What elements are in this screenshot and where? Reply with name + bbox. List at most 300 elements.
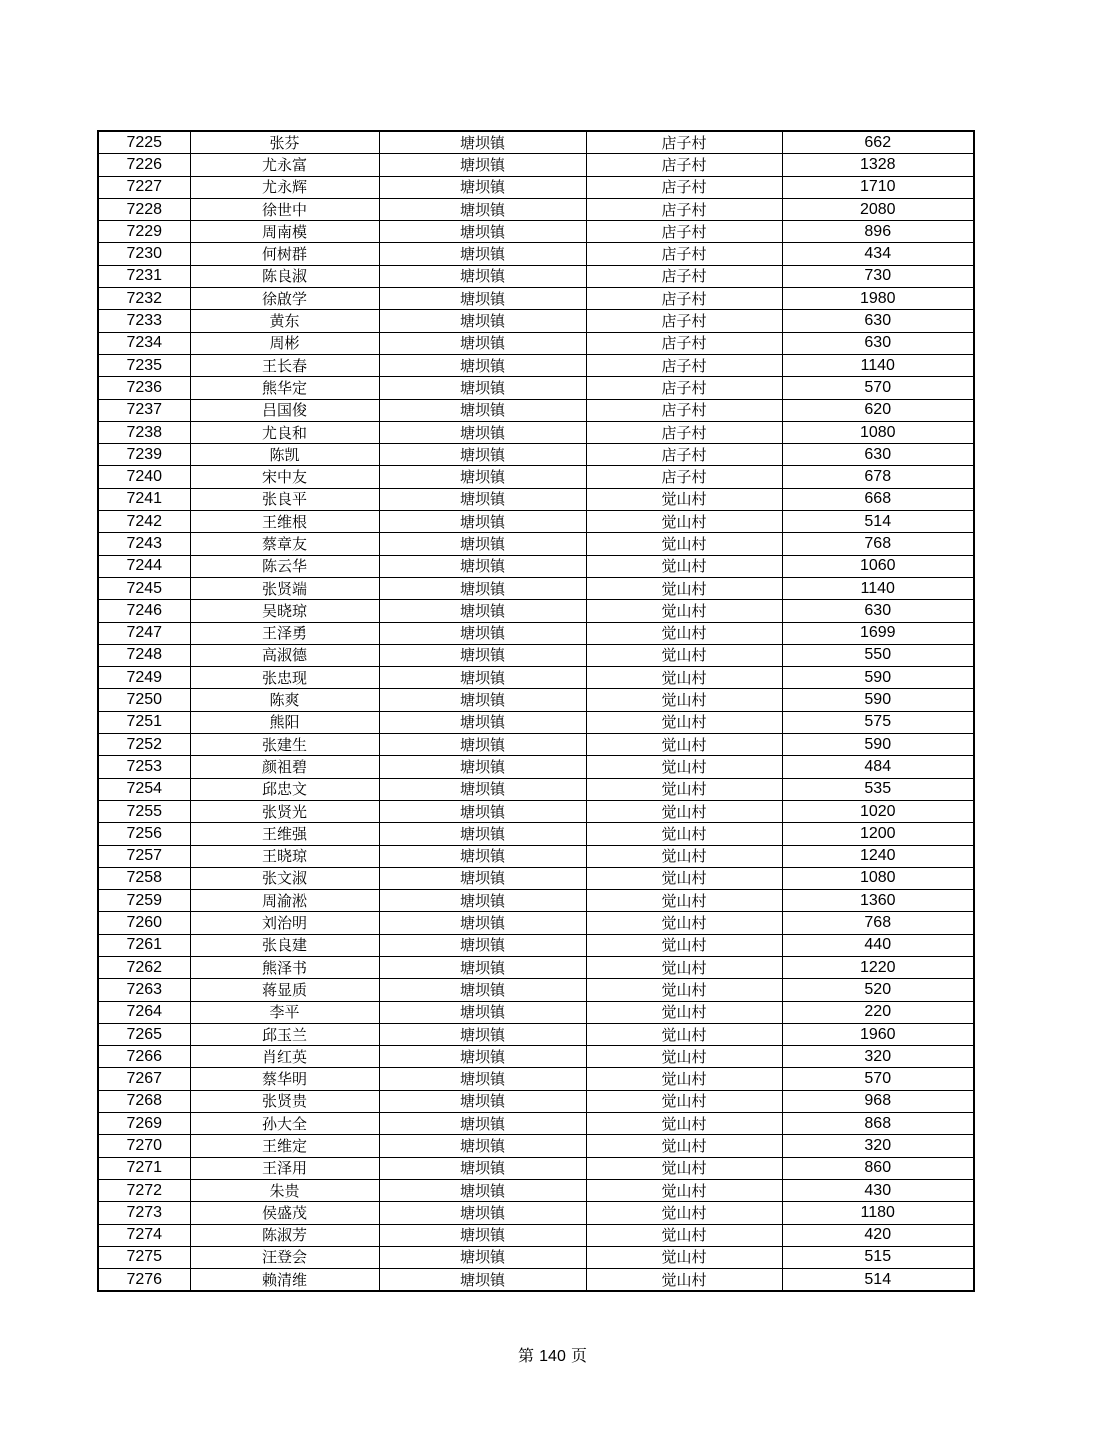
name-cell: 周渝淞 bbox=[190, 890, 379, 912]
amount-cell: 514 bbox=[782, 511, 974, 533]
row-number-cell: 7268 bbox=[98, 1090, 190, 1112]
town-cell: 塘坝镇 bbox=[379, 711, 586, 733]
town-cell: 塘坝镇 bbox=[379, 756, 586, 778]
name-cell: 王维根 bbox=[190, 511, 379, 533]
name-cell: 张良平 bbox=[190, 488, 379, 510]
name-cell: 张文淑 bbox=[190, 867, 379, 889]
name-cell: 朱贵 bbox=[190, 1179, 379, 1201]
name-cell: 赖清维 bbox=[190, 1269, 379, 1292]
row-number-cell: 7274 bbox=[98, 1224, 190, 1246]
amount-cell: 1140 bbox=[782, 577, 974, 599]
village-cell: 觉山村 bbox=[586, 800, 782, 822]
name-cell: 陈凯 bbox=[190, 444, 379, 466]
amount-cell: 520 bbox=[782, 979, 974, 1001]
row-number-cell: 7272 bbox=[98, 1179, 190, 1201]
amount-cell: 868 bbox=[782, 1113, 974, 1135]
amount-cell: 1220 bbox=[782, 956, 974, 978]
village-cell: 觉山村 bbox=[586, 1068, 782, 1090]
village-cell: 觉山村 bbox=[586, 555, 782, 577]
village-cell: 觉山村 bbox=[586, 912, 782, 934]
village-cell: 店子村 bbox=[586, 198, 782, 220]
village-cell: 觉山村 bbox=[586, 1224, 782, 1246]
town-cell: 塘坝镇 bbox=[379, 131, 586, 154]
amount-cell: 320 bbox=[782, 1135, 974, 1157]
table-row bbox=[98, 332, 974, 354]
village-cell: 觉山村 bbox=[586, 845, 782, 867]
table-row bbox=[98, 176, 974, 198]
amount-cell: 320 bbox=[782, 1046, 974, 1068]
table-row bbox=[98, 711, 974, 733]
table-row bbox=[98, 265, 974, 287]
row-number-cell: 7269 bbox=[98, 1113, 190, 1135]
table-row bbox=[98, 421, 974, 443]
town-cell: 塘坝镇 bbox=[379, 1090, 586, 1112]
row-number-cell: 7251 bbox=[98, 711, 190, 733]
village-cell: 店子村 bbox=[586, 243, 782, 265]
amount-cell: 535 bbox=[782, 778, 974, 800]
table-row bbox=[98, 198, 974, 220]
name-cell: 徐世中 bbox=[190, 198, 379, 220]
row-number-cell: 7244 bbox=[98, 555, 190, 577]
name-cell: 吕国俊 bbox=[190, 399, 379, 421]
name-cell: 周彬 bbox=[190, 332, 379, 354]
row-number-cell: 7235 bbox=[98, 354, 190, 376]
town-cell: 塘坝镇 bbox=[379, 934, 586, 956]
row-number-cell: 7257 bbox=[98, 845, 190, 867]
row-number-cell: 7237 bbox=[98, 399, 190, 421]
town-cell: 塘坝镇 bbox=[379, 956, 586, 978]
row-number-cell: 7234 bbox=[98, 332, 190, 354]
table-row bbox=[98, 756, 974, 778]
amount-cell: 430 bbox=[782, 1179, 974, 1201]
amount-cell: 630 bbox=[782, 444, 974, 466]
table-row bbox=[98, 1068, 974, 1090]
amount-cell: 860 bbox=[782, 1157, 974, 1179]
village-cell: 店子村 bbox=[586, 310, 782, 332]
name-cell: 尤良和 bbox=[190, 421, 379, 443]
village-cell: 店子村 bbox=[586, 444, 782, 466]
amount-cell: 668 bbox=[782, 488, 974, 510]
name-cell: 张建生 bbox=[190, 734, 379, 756]
amount-cell: 550 bbox=[782, 644, 974, 666]
village-cell: 觉山村 bbox=[586, 756, 782, 778]
amount-cell: 1360 bbox=[782, 890, 974, 912]
amount-cell: 1710 bbox=[782, 176, 974, 198]
town-cell: 塘坝镇 bbox=[379, 533, 586, 555]
amount-cell: 1699 bbox=[782, 622, 974, 644]
town-cell: 塘坝镇 bbox=[379, 734, 586, 756]
row-number-cell: 7267 bbox=[98, 1068, 190, 1090]
village-cell: 觉山村 bbox=[586, 778, 782, 800]
village-cell: 店子村 bbox=[586, 131, 782, 154]
row-number-cell: 7263 bbox=[98, 979, 190, 1001]
town-cell: 塘坝镇 bbox=[379, 778, 586, 800]
village-cell: 觉山村 bbox=[586, 1179, 782, 1201]
village-cell: 觉山村 bbox=[586, 1113, 782, 1135]
table-row bbox=[98, 667, 974, 689]
town-cell: 塘坝镇 bbox=[379, 488, 586, 510]
table-row bbox=[98, 845, 974, 867]
village-cell: 觉山村 bbox=[586, 1135, 782, 1157]
name-cell: 陈云华 bbox=[190, 555, 379, 577]
name-cell: 王晓琼 bbox=[190, 845, 379, 867]
row-number-cell: 7249 bbox=[98, 667, 190, 689]
table-row bbox=[98, 979, 974, 1001]
table-row bbox=[98, 466, 974, 488]
town-cell: 塘坝镇 bbox=[379, 622, 586, 644]
name-cell: 尤永辉 bbox=[190, 176, 379, 198]
town-cell: 塘坝镇 bbox=[379, 800, 586, 822]
table-row bbox=[98, 377, 974, 399]
name-cell: 蔡华明 bbox=[190, 1068, 379, 1090]
amount-cell: 575 bbox=[782, 711, 974, 733]
row-number-cell: 7232 bbox=[98, 288, 190, 310]
name-cell: 颜祖碧 bbox=[190, 756, 379, 778]
town-cell: 塘坝镇 bbox=[379, 332, 586, 354]
town-cell: 塘坝镇 bbox=[379, 511, 586, 533]
name-cell: 刘治明 bbox=[190, 912, 379, 934]
name-cell: 尤永富 bbox=[190, 154, 379, 176]
row-number-cell: 7255 bbox=[98, 800, 190, 822]
town-cell: 塘坝镇 bbox=[379, 1001, 586, 1023]
table-row bbox=[98, 1135, 974, 1157]
table-row bbox=[98, 890, 974, 912]
name-cell: 张贤贵 bbox=[190, 1090, 379, 1112]
name-cell: 王维强 bbox=[190, 823, 379, 845]
village-cell: 店子村 bbox=[586, 265, 782, 287]
table-row bbox=[98, 734, 974, 756]
row-number-cell: 7259 bbox=[98, 890, 190, 912]
village-cell: 觉山村 bbox=[586, 667, 782, 689]
village-cell: 觉山村 bbox=[586, 644, 782, 666]
table-row bbox=[98, 689, 974, 711]
town-cell: 塘坝镇 bbox=[379, 243, 586, 265]
town-cell: 塘坝镇 bbox=[379, 577, 586, 599]
village-cell: 觉山村 bbox=[586, 533, 782, 555]
name-cell: 徐啟学 bbox=[190, 288, 379, 310]
page-footer-suffix: 页 bbox=[570, 1346, 587, 1365]
table-row bbox=[98, 399, 974, 421]
table-row bbox=[98, 800, 974, 822]
row-number-cell: 7266 bbox=[98, 1046, 190, 1068]
village-cell: 觉山村 bbox=[586, 1046, 782, 1068]
village-cell: 觉山村 bbox=[586, 689, 782, 711]
village-cell: 店子村 bbox=[586, 377, 782, 399]
town-cell: 塘坝镇 bbox=[379, 644, 586, 666]
village-cell: 觉山村 bbox=[586, 711, 782, 733]
row-number-cell: 7252 bbox=[98, 734, 190, 756]
amount-cell: 434 bbox=[782, 243, 974, 265]
town-cell: 塘坝镇 bbox=[379, 1157, 586, 1179]
row-number-cell: 7247 bbox=[98, 622, 190, 644]
amount-cell: 1140 bbox=[782, 354, 974, 376]
village-cell: 店子村 bbox=[586, 332, 782, 354]
row-number-cell: 7265 bbox=[98, 1023, 190, 1045]
row-number-cell: 7260 bbox=[98, 912, 190, 934]
amount-cell: 1240 bbox=[782, 845, 974, 867]
row-number-cell: 7226 bbox=[98, 154, 190, 176]
row-number-cell: 7228 bbox=[98, 198, 190, 220]
town-cell: 塘坝镇 bbox=[379, 890, 586, 912]
amount-cell: 570 bbox=[782, 1068, 974, 1090]
name-cell: 何树群 bbox=[190, 243, 379, 265]
table-row bbox=[98, 1090, 974, 1112]
town-cell: 塘坝镇 bbox=[379, 1023, 586, 1045]
row-number-cell: 7254 bbox=[98, 778, 190, 800]
name-cell: 王泽用 bbox=[190, 1157, 379, 1179]
name-cell: 张忠现 bbox=[190, 667, 379, 689]
amount-cell: 1980 bbox=[782, 288, 974, 310]
table-row bbox=[98, 488, 974, 510]
row-number-cell: 7238 bbox=[98, 421, 190, 443]
town-cell: 塘坝镇 bbox=[379, 354, 586, 376]
amount-cell: 1180 bbox=[782, 1202, 974, 1224]
table-row bbox=[98, 511, 974, 533]
amount-cell: 515 bbox=[782, 1246, 974, 1268]
town-cell: 塘坝镇 bbox=[379, 845, 586, 867]
table-row bbox=[98, 310, 974, 332]
town-cell: 塘坝镇 bbox=[379, 1202, 586, 1224]
table-row bbox=[98, 600, 974, 622]
amount-cell: 630 bbox=[782, 310, 974, 332]
row-number-cell: 7233 bbox=[98, 310, 190, 332]
name-cell: 陈爽 bbox=[190, 689, 379, 711]
town-cell: 塘坝镇 bbox=[379, 154, 586, 176]
row-number-cell: 7239 bbox=[98, 444, 190, 466]
village-cell: 店子村 bbox=[586, 421, 782, 443]
row-number-cell: 7229 bbox=[98, 221, 190, 243]
town-cell: 塘坝镇 bbox=[379, 1179, 586, 1201]
village-cell: 店子村 bbox=[586, 399, 782, 421]
row-number-cell: 7250 bbox=[98, 689, 190, 711]
table-row bbox=[98, 1224, 974, 1246]
town-cell: 塘坝镇 bbox=[379, 979, 586, 1001]
name-cell: 陈良淑 bbox=[190, 265, 379, 287]
amount-cell: 630 bbox=[782, 332, 974, 354]
town-cell: 塘坝镇 bbox=[379, 176, 586, 198]
table-row bbox=[98, 1246, 974, 1268]
row-number-cell: 7242 bbox=[98, 511, 190, 533]
amount-cell: 1960 bbox=[782, 1023, 974, 1045]
amount-cell: 968 bbox=[782, 1090, 974, 1112]
village-cell: 觉山村 bbox=[586, 1246, 782, 1268]
village-cell: 觉山村 bbox=[586, 867, 782, 889]
town-cell: 塘坝镇 bbox=[379, 1269, 586, 1292]
name-cell: 黄东 bbox=[190, 310, 379, 332]
amount-cell: 1060 bbox=[782, 555, 974, 577]
row-number-cell: 7273 bbox=[98, 1202, 190, 1224]
page-footer-prefix: 第 bbox=[518, 1346, 535, 1365]
village-cell: 店子村 bbox=[586, 154, 782, 176]
village-cell: 店子村 bbox=[586, 288, 782, 310]
row-number-cell: 7231 bbox=[98, 265, 190, 287]
town-cell: 塘坝镇 bbox=[379, 1113, 586, 1135]
village-cell: 店子村 bbox=[586, 176, 782, 198]
amount-cell: 420 bbox=[782, 1224, 974, 1246]
name-cell: 熊华定 bbox=[190, 377, 379, 399]
village-cell: 觉山村 bbox=[586, 1090, 782, 1112]
town-cell: 塘坝镇 bbox=[379, 288, 586, 310]
town-cell: 塘坝镇 bbox=[379, 377, 586, 399]
town-cell: 塘坝镇 bbox=[379, 221, 586, 243]
row-number-cell: 7241 bbox=[98, 488, 190, 510]
amount-cell: 1328 bbox=[782, 154, 974, 176]
amount-cell: 440 bbox=[782, 934, 974, 956]
table-row bbox=[98, 1202, 974, 1224]
amount-cell: 768 bbox=[782, 533, 974, 555]
roster-table bbox=[97, 130, 975, 1292]
town-cell: 塘坝镇 bbox=[379, 555, 586, 577]
town-cell: 塘坝镇 bbox=[379, 823, 586, 845]
table-row bbox=[98, 243, 974, 265]
amount-cell: 514 bbox=[782, 1269, 974, 1292]
name-cell: 汪登会 bbox=[190, 1246, 379, 1268]
table-row bbox=[98, 1269, 974, 1292]
amount-cell: 630 bbox=[782, 600, 974, 622]
row-number-cell: 7264 bbox=[98, 1001, 190, 1023]
amount-cell: 590 bbox=[782, 689, 974, 711]
town-cell: 塘坝镇 bbox=[379, 198, 586, 220]
row-number-cell: 7227 bbox=[98, 176, 190, 198]
table-row bbox=[98, 778, 974, 800]
table-row bbox=[98, 1046, 974, 1068]
row-number-cell: 7236 bbox=[98, 377, 190, 399]
name-cell: 张贤端 bbox=[190, 577, 379, 599]
amount-cell: 678 bbox=[782, 466, 974, 488]
village-cell: 觉山村 bbox=[586, 890, 782, 912]
row-number-cell: 7275 bbox=[98, 1246, 190, 1268]
village-cell: 店子村 bbox=[586, 466, 782, 488]
roster-table-body bbox=[98, 131, 974, 1291]
row-number-cell: 7256 bbox=[98, 823, 190, 845]
name-cell: 王长春 bbox=[190, 354, 379, 376]
village-cell: 觉山村 bbox=[586, 488, 782, 510]
name-cell: 邱忠文 bbox=[190, 778, 379, 800]
table-row bbox=[98, 912, 974, 934]
name-cell: 宋中友 bbox=[190, 466, 379, 488]
name-cell: 吴晓琼 bbox=[190, 600, 379, 622]
row-number-cell: 7262 bbox=[98, 956, 190, 978]
table-row bbox=[98, 867, 974, 889]
village-cell: 觉山村 bbox=[586, 1023, 782, 1045]
town-cell: 塘坝镇 bbox=[379, 399, 586, 421]
village-cell: 店子村 bbox=[586, 354, 782, 376]
town-cell: 塘坝镇 bbox=[379, 466, 586, 488]
name-cell: 周南模 bbox=[190, 221, 379, 243]
name-cell: 蔡章友 bbox=[190, 533, 379, 555]
row-number-cell: 7245 bbox=[98, 577, 190, 599]
amount-cell: 2080 bbox=[782, 198, 974, 220]
amount-cell: 1020 bbox=[782, 800, 974, 822]
village-cell: 觉山村 bbox=[586, 511, 782, 533]
town-cell: 塘坝镇 bbox=[379, 444, 586, 466]
village-cell: 觉山村 bbox=[586, 600, 782, 622]
town-cell: 塘坝镇 bbox=[379, 689, 586, 711]
table-row bbox=[98, 577, 974, 599]
name-cell: 肖红英 bbox=[190, 1046, 379, 1068]
amount-cell: 620 bbox=[782, 399, 974, 421]
table-row bbox=[98, 444, 974, 466]
town-cell: 塘坝镇 bbox=[379, 1046, 586, 1068]
town-cell: 塘坝镇 bbox=[379, 1246, 586, 1268]
table-row bbox=[98, 1023, 974, 1045]
name-cell: 张芬 bbox=[190, 131, 379, 154]
row-number-cell: 7276 bbox=[98, 1269, 190, 1292]
name-cell: 熊阳 bbox=[190, 711, 379, 733]
village-cell: 觉山村 bbox=[586, 1269, 782, 1292]
amount-cell: 1080 bbox=[782, 867, 974, 889]
village-cell: 觉山村 bbox=[586, 1157, 782, 1179]
row-number-cell: 7248 bbox=[98, 644, 190, 666]
amount-cell: 590 bbox=[782, 667, 974, 689]
page-footer bbox=[0, 1343, 1105, 1366]
table-row bbox=[98, 1113, 974, 1135]
amount-cell: 1200 bbox=[782, 823, 974, 845]
amount-cell: 570 bbox=[782, 377, 974, 399]
town-cell: 塘坝镇 bbox=[379, 421, 586, 443]
name-cell: 王维定 bbox=[190, 1135, 379, 1157]
name-cell: 张贤光 bbox=[190, 800, 379, 822]
row-number-cell: 7246 bbox=[98, 600, 190, 622]
row-number-cell: 7258 bbox=[98, 867, 190, 889]
table-row bbox=[98, 221, 974, 243]
village-cell: 觉山村 bbox=[586, 1202, 782, 1224]
table-row bbox=[98, 1179, 974, 1201]
village-cell: 觉山村 bbox=[586, 577, 782, 599]
town-cell: 塘坝镇 bbox=[379, 1135, 586, 1157]
town-cell: 塘坝镇 bbox=[379, 1068, 586, 1090]
page-number: 140 bbox=[539, 1348, 566, 1365]
row-number-cell: 7240 bbox=[98, 466, 190, 488]
village-cell: 觉山村 bbox=[586, 622, 782, 644]
name-cell: 蒋显质 bbox=[190, 979, 379, 1001]
amount-cell: 768 bbox=[782, 912, 974, 934]
row-number-cell: 7271 bbox=[98, 1157, 190, 1179]
name-cell: 张良建 bbox=[190, 934, 379, 956]
row-number-cell: 7270 bbox=[98, 1135, 190, 1157]
town-cell: 塘坝镇 bbox=[379, 265, 586, 287]
village-cell: 觉山村 bbox=[586, 734, 782, 756]
table-row bbox=[98, 823, 974, 845]
name-cell: 王泽勇 bbox=[190, 622, 379, 644]
amount-cell: 484 bbox=[782, 756, 974, 778]
town-cell: 塘坝镇 bbox=[379, 867, 586, 889]
village-cell: 觉山村 bbox=[586, 1001, 782, 1023]
town-cell: 塘坝镇 bbox=[379, 310, 586, 332]
name-cell: 孙大全 bbox=[190, 1113, 379, 1135]
table-row bbox=[98, 533, 974, 555]
row-number-cell: 7253 bbox=[98, 756, 190, 778]
amount-cell: 730 bbox=[782, 265, 974, 287]
name-cell: 侯盛茂 bbox=[190, 1202, 379, 1224]
village-cell: 觉山村 bbox=[586, 956, 782, 978]
row-number-cell: 7261 bbox=[98, 934, 190, 956]
table-row bbox=[98, 131, 974, 154]
table-row bbox=[98, 644, 974, 666]
row-number-cell: 7225 bbox=[98, 131, 190, 154]
town-cell: 塘坝镇 bbox=[379, 667, 586, 689]
name-cell: 陈淑芳 bbox=[190, 1224, 379, 1246]
table-row bbox=[98, 1001, 974, 1023]
table-row bbox=[98, 354, 974, 376]
table-row bbox=[98, 1157, 974, 1179]
village-cell: 觉山村 bbox=[586, 823, 782, 845]
name-cell: 李平 bbox=[190, 1001, 379, 1023]
village-cell: 店子村 bbox=[586, 221, 782, 243]
table-row bbox=[98, 934, 974, 956]
table-row bbox=[98, 154, 974, 176]
row-number-cell: 7243 bbox=[98, 533, 190, 555]
